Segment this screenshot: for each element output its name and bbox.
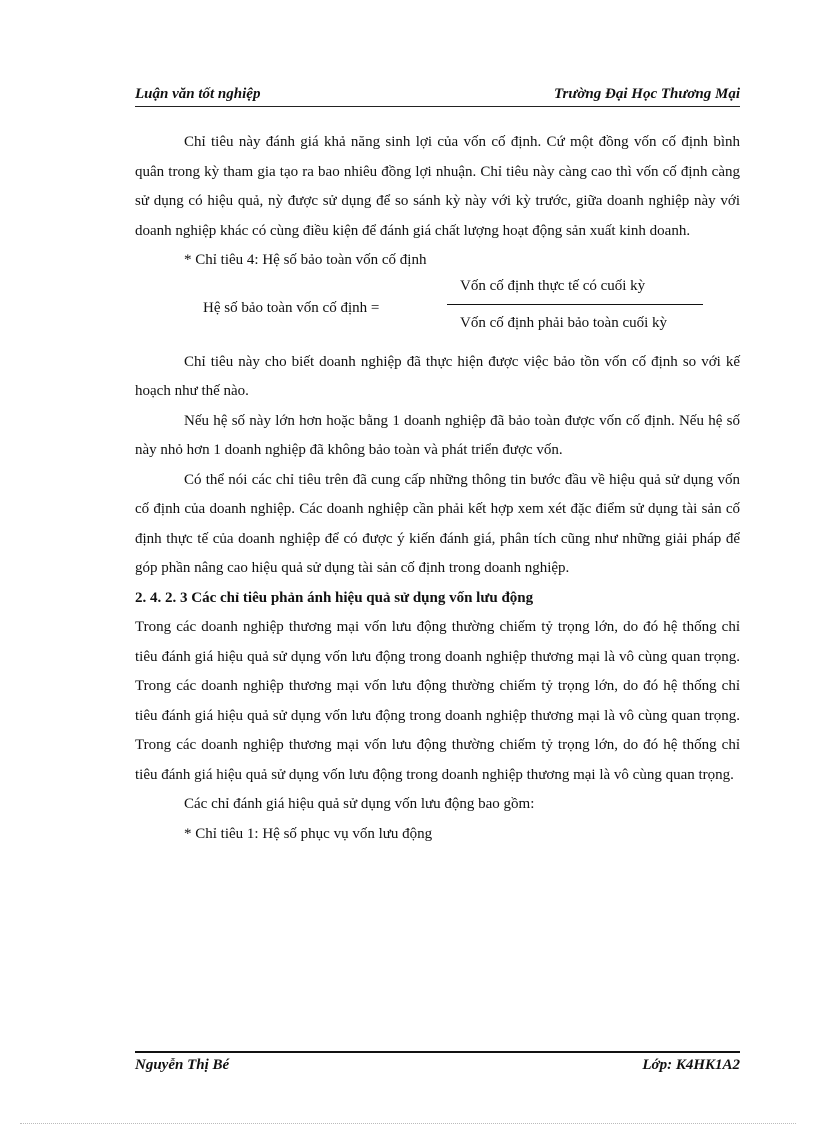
footer-divider — [135, 1051, 740, 1053]
footer-author: Nguyễn Thị Bé — [135, 1057, 230, 1073]
indicator-1-label: * Chỉ tiêu 1: Hệ số phục vụ vốn lưu động — [184, 825, 433, 842]
header-left-title: Luận văn tốt nghiệp — [135, 86, 261, 102]
page-header — [135, 86, 740, 103]
page-footer — [135, 1057, 740, 1074]
paragraph-working-capital: Trong các doanh nghiệp thương mại vốn lưu động thường chiếm tỷ trọng lớn, do đó hệ thống chỉ tiêu đánh giá hiệu quả sử dụng vốn lưu động trong doanh nghiệp thương mại là vô cùng quan trọng. Trong các doanh nghiệp thương mại vốn lưu động thường chiếm tỷ trọng lớn, do đó hệ thống chỉ tiêu đánh giá hiệu quả sử dụng vốn lưu động trong doanh nghiệp thương mại là vô cùng quan trọng. Trong các doanh nghiệp thương mại vốn lưu động thường chiếm tỷ trọng lớn, do đó hệ thống chỉ tiêu đánh giá hiệu quả sử dụng vốn lưu động trong doanh nghiệp thương mại là vô cùng quan trọng. — [135, 619, 740, 783]
indicator-4-label: * Chỉ tiêu 4: Hệ số bảo toàn vốn cố định — [184, 252, 427, 268]
formula-lhs: Hệ số bảo toàn vốn cố định = — [203, 299, 380, 316]
paragraph-indicators-intro: Các chỉ đánh giá hiệu quả sử dụng vốn lưu động bao gồm: — [184, 796, 535, 812]
document-body — [135, 128, 740, 849]
paragraph-preservation-meaning: Chỉ tiêu này cho biết doanh nghiệp đã thực hiện được việc bảo tồn vốn cố định so với kế hoạch như thế nào. — [135, 353, 740, 399]
paragraph-coefficient-threshold: Nếu hệ số này lớn hơn hoặc bằng 1 doanh nghiệp đã bảo toàn được vốn cố định. Nếu hệ số này nhỏ hơn 1 doanh nghiệp đã không bảo toàn và phát triển được vốn. — [135, 412, 740, 458]
formula-numerator: Vốn cố định thực tế có cuối kỳ — [460, 277, 646, 294]
header-divider — [135, 106, 740, 107]
paragraph-summary: Có thể nói các chỉ tiêu trên đã cung cấp những thông tin bước đầu về hiệu quả sử dụng vốn cố định của doanh nghiệp. Các doanh nghiệp cần phải kết hợp xem xét đặc điểm sử dụng tài sản cố định thực tế của doanh nghiệp để có được ý kiến đánh giá, phân tích cũng như những giải pháp để góp phần nâng cao hiệu quả sử dụng tài sản cố định trong doanh nghiệp. — [135, 471, 740, 576]
fraction-bar — [447, 304, 703, 305]
formula-capital-preservation — [135, 276, 740, 348]
header-right-title: Trường Đại Học Thương Mại — [553, 86, 740, 102]
footer-class: Lớp: K4HK1A2 — [642, 1057, 740, 1073]
paragraph-ratio-description: Chỉ tiêu này đánh giá khả năng sinh lợi của vốn cố định. Cứ một đồng vốn cố định bình quân trong kỳ tham gia tạo ra bao nhiêu đồng lợi nhuận. Chỉ tiêu này càng cao thì vốn cố định càng sử dụng có hiệu quả, nỳ được sử dụng để so sánh kỳ này với kỳ trước, giữa doanh nghiệp này với doanh nghiệp khác có cùng điều kiện để đánh giá chất lượng hoạt động sản xuất kinh doanh. — [135, 134, 740, 239]
section-heading-2-4-2-3: 2. 4. 2. 3 Các chỉ tiêu phản ánh hiệu quả sử dụng vốn lưu động — [135, 589, 534, 606]
formula-denominator: Vốn cố định phải bảo toàn cuối kỳ — [460, 314, 668, 331]
